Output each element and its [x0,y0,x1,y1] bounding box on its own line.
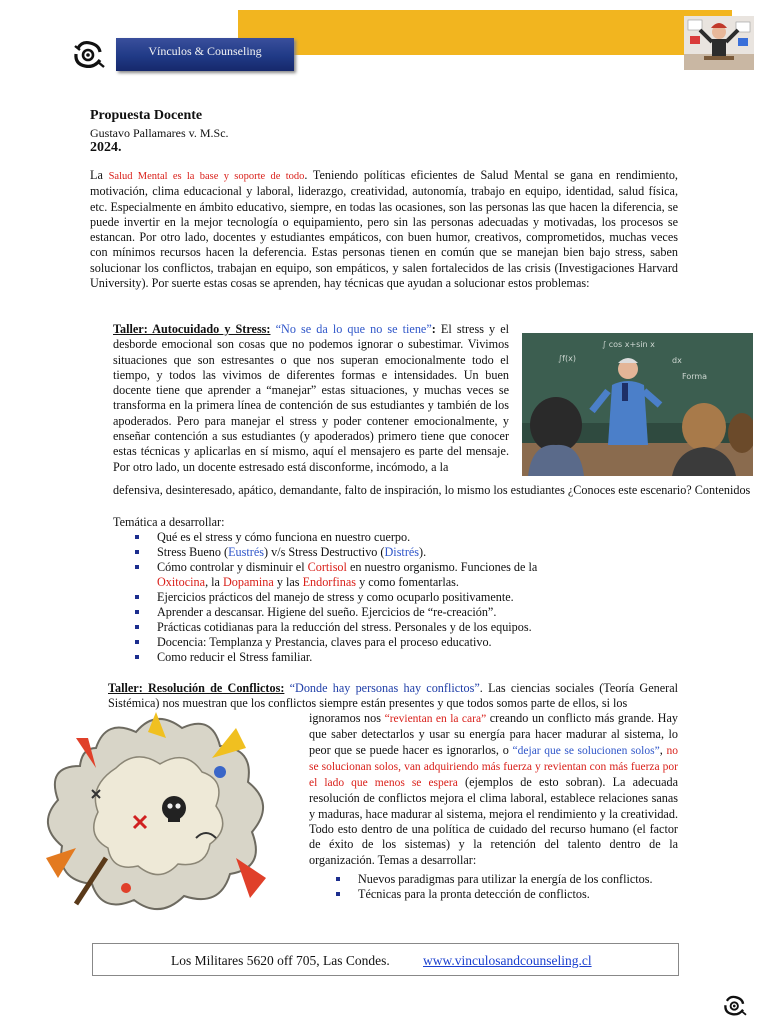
list-item-text: y las [273,575,303,589]
brand-banner: Vínculos & Counseling [116,38,294,71]
bullet-icon [336,877,340,881]
list-item-text: , la [205,575,223,589]
bullet-icon [135,595,139,599]
taller-conflicts-intro [108,681,678,712]
list-item-text: Prácticas cotidianas para la reducción del stress. Personales y de los equipos. [157,620,532,634]
endorfinas-term: Endorfinas [302,575,357,589]
svg-text:Forma: Forma [682,372,708,381]
stress-topics-list [135,530,555,665]
list-item-text: ) v/s Stress Destructivo ( [263,545,385,559]
footer-contact-box [92,943,679,976]
svg-text:∫f(x): ∫f(x) [558,354,576,363]
list-item [135,635,555,650]
eustres-term: Eustrés [228,545,264,559]
intro-body: . Teniendo políticas eficientes de Salud Mental se gana en rendimiento, motivación, clima educacional y laboral, liderazgo, creatividad, autonomía, trabajo en equipo, identidad, salud física, etc. Especialmente en ámbito educativo, siempre, en todas las ocasiones, son las personas las que hacen la diferencia, se puede invertir en la mejor tecnología o equipamiento, pero sin las personas adecuadas y motivadas, los procesos se estancan. Por otro lado, docentes y estudiantes empáticos, con buen humor, creativos, comprometidos, muchas veces con mínimos recursos hacen la deferencia. Estas personas tienen en común que se manejan bien bajo stress, saben solucionar los conflictos, trabajan en equipo, son empáticos, y salen fortalecidos de las crisis (Investigaciones Harvard University). Por suerte estas cosas se aprenden, hay técnicas que ayudan a solucionar estos problemas: [90,168,678,291]
list-item-text: en nuestro organismo. Funciones de la [346,560,538,574]
list-item-text: Qué es el stress y cómo funciona en nuestro cuerpo. [157,530,411,544]
classroom-photo [522,333,753,476]
svg-text:dx: dx [672,356,682,365]
bullet-icon [135,535,139,539]
list-item-text: ). [419,545,427,559]
taller-stress-body: El stress y el desborde emocional son cosas que no podemos ignorar o subestimar. Vivimos situaciones que son estresantes o que nos superan emocionalmente todo el tiempo, y todos las vivimos de diferentes formas e intensidades. Un buen docente tiene que aprender a “manejar” estas situaciones, y muchas veces se transforma en la primera línea de contención de sus estudiantes y también de los apoderados. Pero para manejar el stress y poder contener emocionalmente, y enseñar contención a sus estudiantes (y apoderados) primero tiene que conocer estas técnicas y aplicarlas en sí mismo, aquí el mensajero es parte del mensaje. Por otro lado, un docente estresado está disconforme, incómodo, a la [113,322,510,474]
dopamina-term: Dopamina [223,575,274,589]
cortisol-term: Cortisol [307,560,347,574]
list-item-text: Cómo controlar y disminuir el [157,560,308,574]
list-item [135,605,555,620]
solucionen-phrase: “dejar que se solucionen solos” [512,744,660,757]
intro-highlight: Salud Mental es la base y soporte de todo [108,171,305,182]
list-item-text: Nuevos paradigmas para utilizar la energía de los conflictos. [358,872,653,886]
list-item [135,530,555,545]
taller-stress-quote: “No se da lo que no se tiene” [275,322,432,336]
bullet-icon [135,625,139,629]
fuerza-phrase: no se solucionan solos, van adquiriendo más fuerza y revientan con más fuerza por el lado que menos se espera [309,744,678,790]
document-year: 2024. [90,140,122,155]
list-item-text: Stress Bueno ( [157,545,229,559]
footer-address: Los Militares 5620 off 705, Las Condes. [171,953,390,968]
taller-conflicts-quote: “Donde hay personas hay conflictos” [289,681,480,695]
bullet-icon [135,550,139,554]
taller-conflicts-text: (ejemplos de esto sobran). La adecuada resolución de conflictos mejora el clima laboral, establece relaciones sanas y maduras, hace madurar al sistema, mejora el rendimiento y la creatividad. Todo esto dentro de una política de cuidado del recurso humano (el factor de éxito de los sistemas) y la retención del talento dentro de la organización. Temas a desarrollar: [309,775,678,867]
brand-logo-icon [72,40,106,70]
website-link[interactable]: www.vinculosandcounseling.cl [423,953,592,968]
list-item [135,560,555,590]
list-item-text: y como fomentarlas. [356,575,459,589]
bullet-icon [135,640,139,644]
oxitocina-term: Oxitocina [157,575,206,589]
taller-stress-section [113,322,509,475]
bullet-icon [135,610,139,614]
taller-stress-heading: Taller: Autocuidado y Stress: [113,322,271,336]
taller-conflicts-text: creando un conflicto más grande. Hay que saber detectarlos y usar su energía para hacer madurar al sistema, lo peor que se puede hacer es ignorarlos, o [309,711,678,757]
list-item [135,545,555,560]
footer-logo-icon [722,995,748,1017]
list-item [336,887,686,902]
bullet-icon [135,655,139,659]
taller-conflicts-text: , [659,742,667,757]
header-yellow-band [238,10,732,55]
conflict-topics-list [336,872,686,902]
list-item [135,590,555,605]
list-item-text: Técnicas para la pronta detección de conflictos. [358,887,590,901]
list-item [336,872,686,887]
stressed-worker-image [684,16,754,70]
taller-stress-continued: defensiva, desinteresado, apático, demandante, falto de inspiración, lo mismo los estudiantes ¿Conoces este escenario? Contenidos [113,483,751,497]
intro-paragraph [90,168,678,291]
taller-conflicts-heading: Taller: Resolución de Conflictos: [108,681,285,695]
list-item [135,620,555,635]
intro-prefix: La [90,168,109,182]
revientan-phrase: “revientan en la cara” [384,713,487,725]
explosion-cloud-image [36,708,290,922]
list-item-text: Aprender a descansar. Higiene del sueño. Ejercicios de “re-creación”. [157,605,497,619]
svg-text:∫ cos x+sin x: ∫ cos x+sin x [602,340,655,349]
document-title: Propuesta Docente [90,108,203,123]
document-author: Gustavo Pallamares v. M.Sc. [90,126,229,140]
taller-conflicts-intro-text: . Las ciencias sociales (Teoría General Sistémica) nos muestran que los conflictos siempre están presentes y que todos somos parte de ellos, si los [108,681,678,711]
taller-conflicts-body [309,711,678,868]
bullet-icon [336,892,340,896]
list-item-text: Como reducir el Stress familiar. [157,650,313,664]
topics-label: Temática a desarrollar: [113,515,225,529]
bullet-icon [135,565,139,569]
list-item-text: Docencia: Templanza y Prestancia, claves para el proceso educativo. [157,635,492,649]
taller-stress-colon: : [431,322,436,336]
taller-conflicts-text: ignoramos nos [309,711,385,725]
list-item [135,650,555,665]
distres-term: Distrés [384,545,420,559]
list-item-text: Ejercicios prácticos del manejo de stress y como ocuparlo positivamente. [157,590,514,604]
